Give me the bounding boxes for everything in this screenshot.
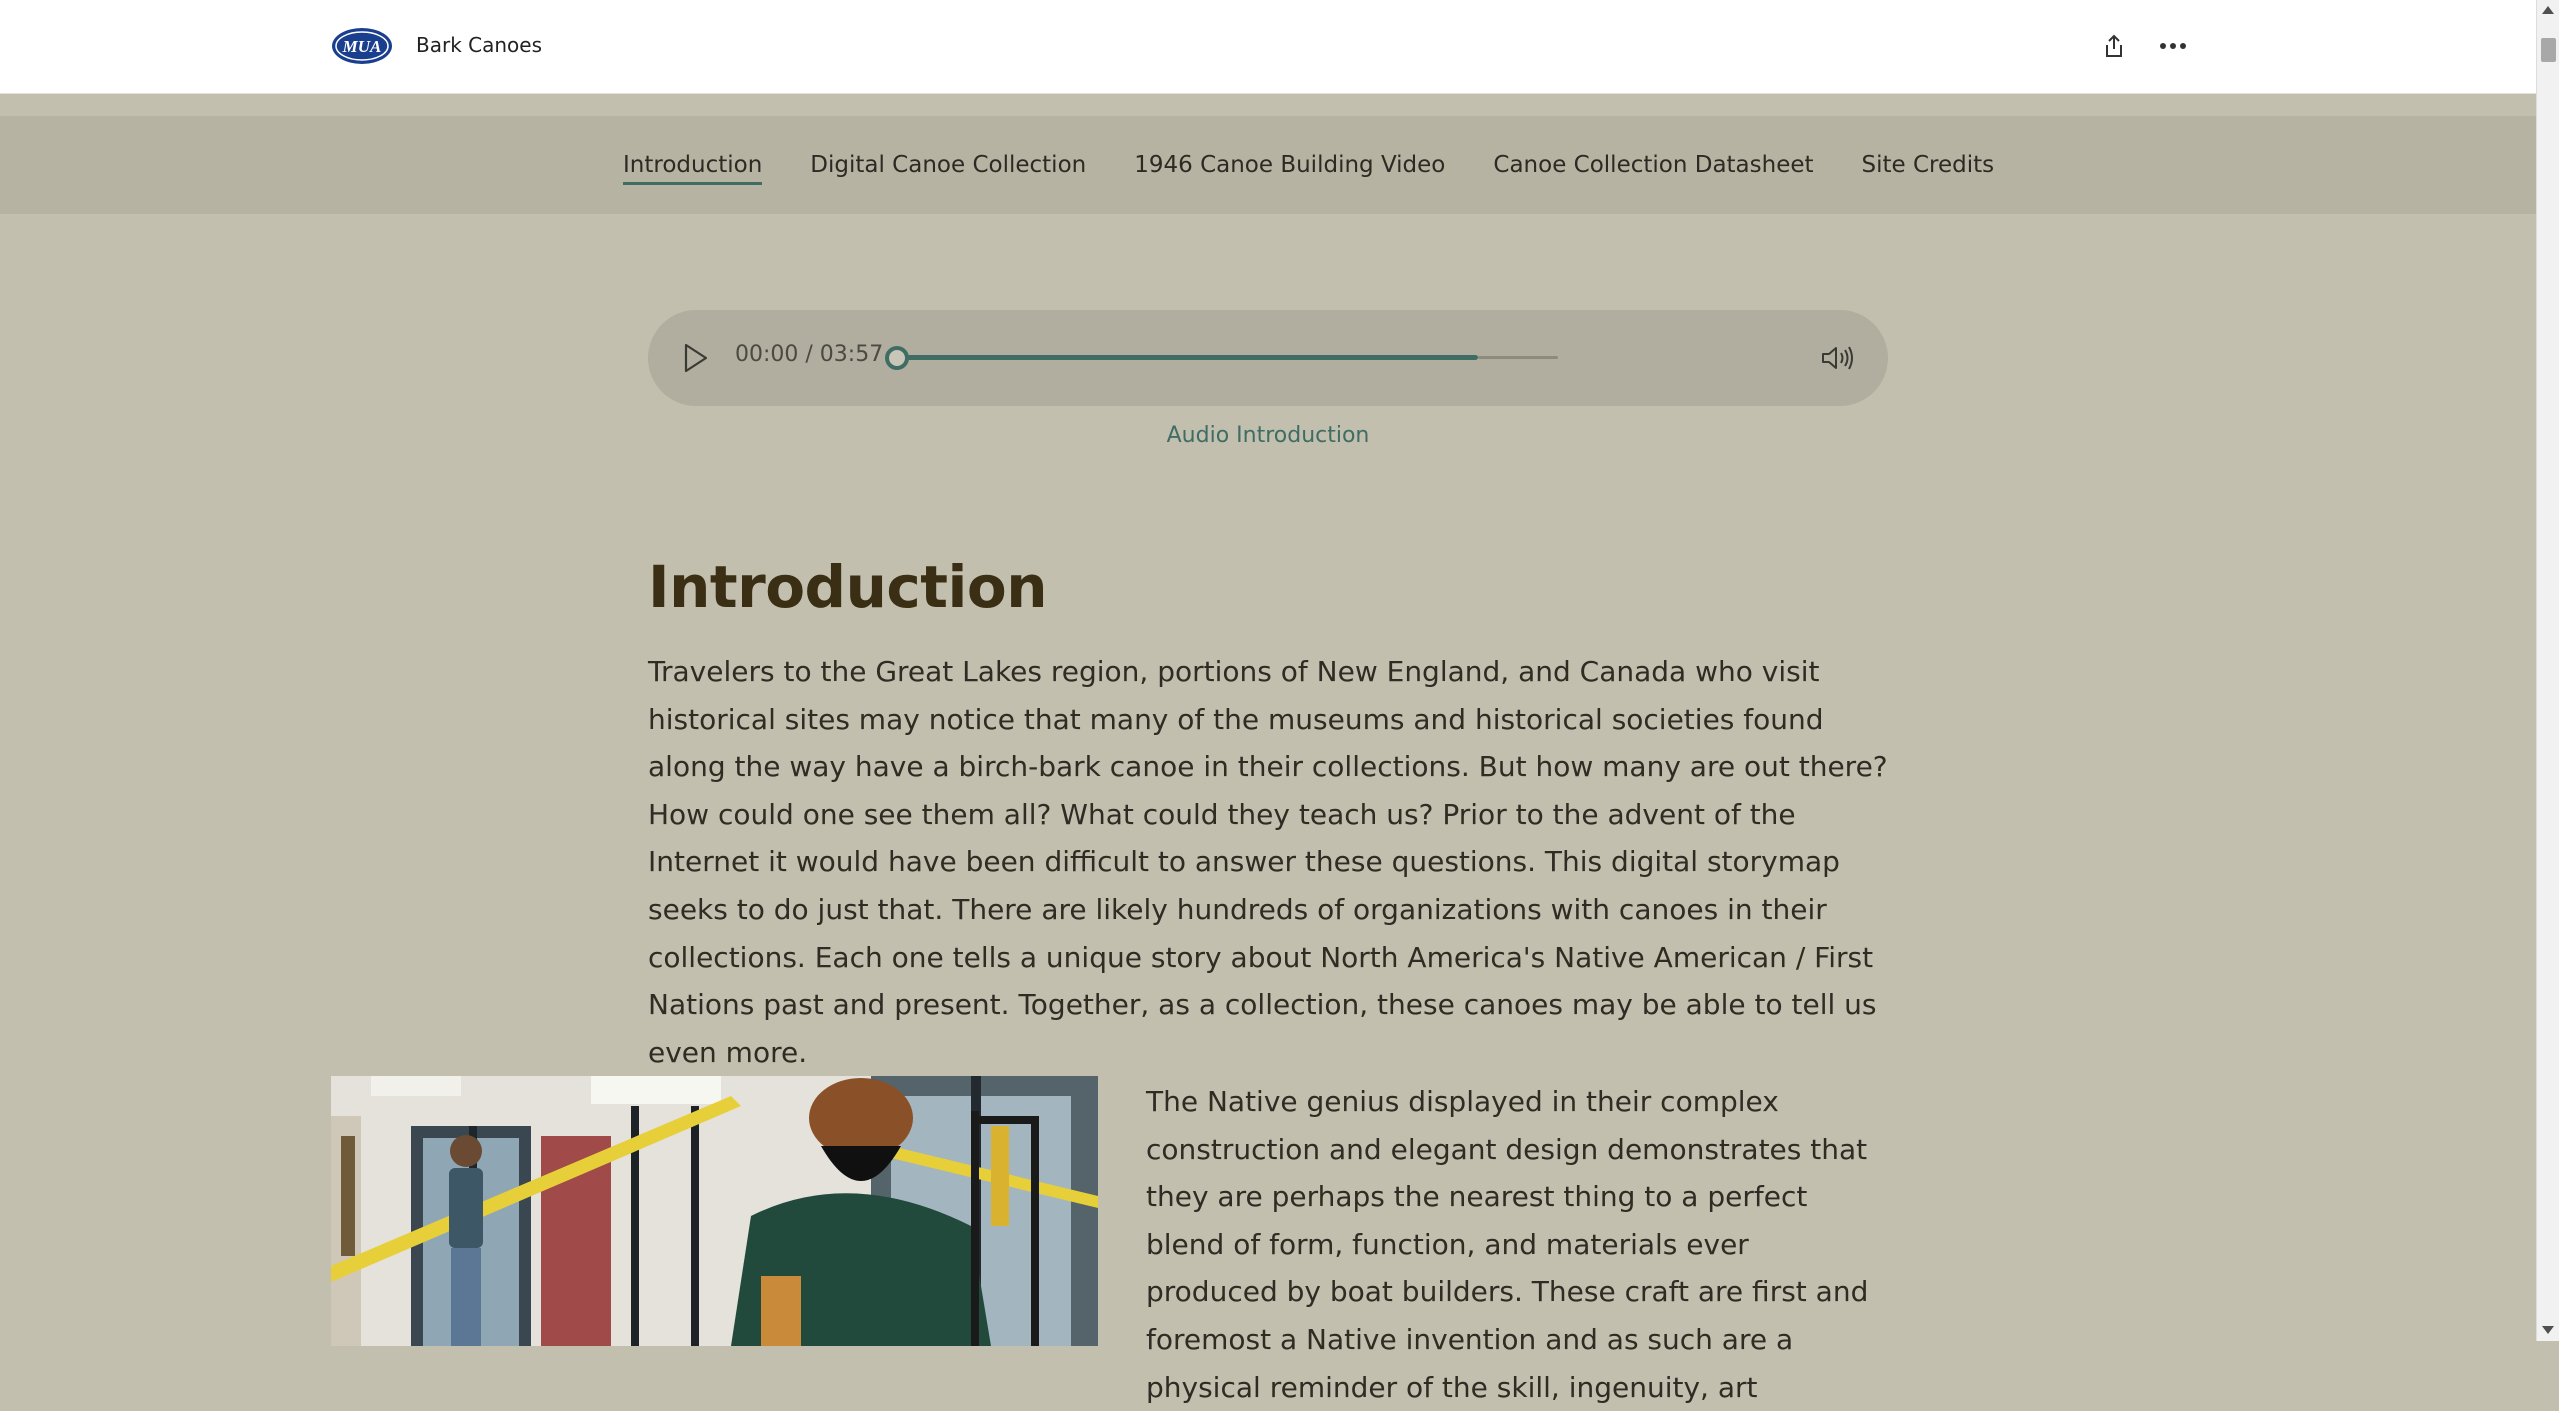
section-nav: [0, 116, 2536, 214]
more-options-button[interactable]: [2153, 26, 2193, 66]
volume-button[interactable]: [1818, 338, 1858, 378]
play-button[interactable]: [678, 340, 714, 376]
intro-heading: Introduction: [648, 553, 1047, 621]
nav-item-site-credits[interactable]: Site Credits: [1861, 152, 1995, 178]
header: [0, 0, 2536, 94]
share-button[interactable]: [2094, 26, 2134, 66]
volume-icon: [1820, 343, 1856, 373]
more-icon: [2159, 42, 2187, 50]
share-icon: [2103, 34, 2125, 58]
scroll-thumb[interactable]: [2541, 38, 2556, 62]
audio-player: [648, 310, 1888, 406]
nav-item-canoe-building-video[interactable]: 1946 Canoe Building Video: [1134, 152, 1446, 178]
scroll-down-icon[interactable]: [2542, 1326, 2554, 1334]
intro-paragraph: Travelers to the Great Lakes region, portions of New England, and Canada who visit historical sites may notice that many of the museums and historical societies found along the way have a birch-bark canoe in their collections. But how many are out there? How could one see them all? What could they teach us? Prior to the advent of the Internet it would have been difficult to answer these questions. This digital storymap seeks to do just that. There are likely hundreds of organizations with canoes in their collections. Each one tells a unique story about North America's Native American / First Nations past and present. Together, as a collection, these canoes may be able to tell us even more.: [648, 655, 1888, 1069]
nav-item-introduction[interactable]: Introduction: [623, 146, 762, 184]
audio-seek-handle[interactable]: [885, 346, 909, 370]
site-title[interactable]: Bark Canoes: [416, 33, 542, 57]
students-photo[interactable]: [331, 1076, 1098, 1346]
site-logo[interactable]: [331, 27, 393, 65]
audio-progress-buffered[interactable]: [888, 355, 1478, 360]
native-genius-paragraph: The Native genius displayed in their complex construction and elegant design demonstrates that they are perhaps the nearest thing to a perfect blend of form, function, and materials ever produced by boat builders. These craft are first and foremost a Native invention and as such are a physical reminder of the skill, ingenuity, art: [1146, 1085, 1869, 1404]
play-icon: [683, 343, 709, 373]
audio-progress-track[interactable]: [1478, 356, 1558, 359]
audio-time: 00:00 / 03:57: [735, 342, 884, 367]
audio-caption: Audio Introduction: [1166, 423, 1370, 448]
scroll-up-icon[interactable]: [2542, 6, 2554, 14]
scrollbar[interactable]: [2536, 0, 2559, 1341]
svg-text:MUA: MUA: [342, 37, 382, 56]
nav-item-canoe-collection-datasheet[interactable]: Canoe Collection Datasheet: [1493, 152, 1814, 178]
nav-item-digital-canoe-collection[interactable]: Digital Canoe Collection: [810, 152, 1087, 178]
section-nav-list: [623, 116, 1994, 214]
